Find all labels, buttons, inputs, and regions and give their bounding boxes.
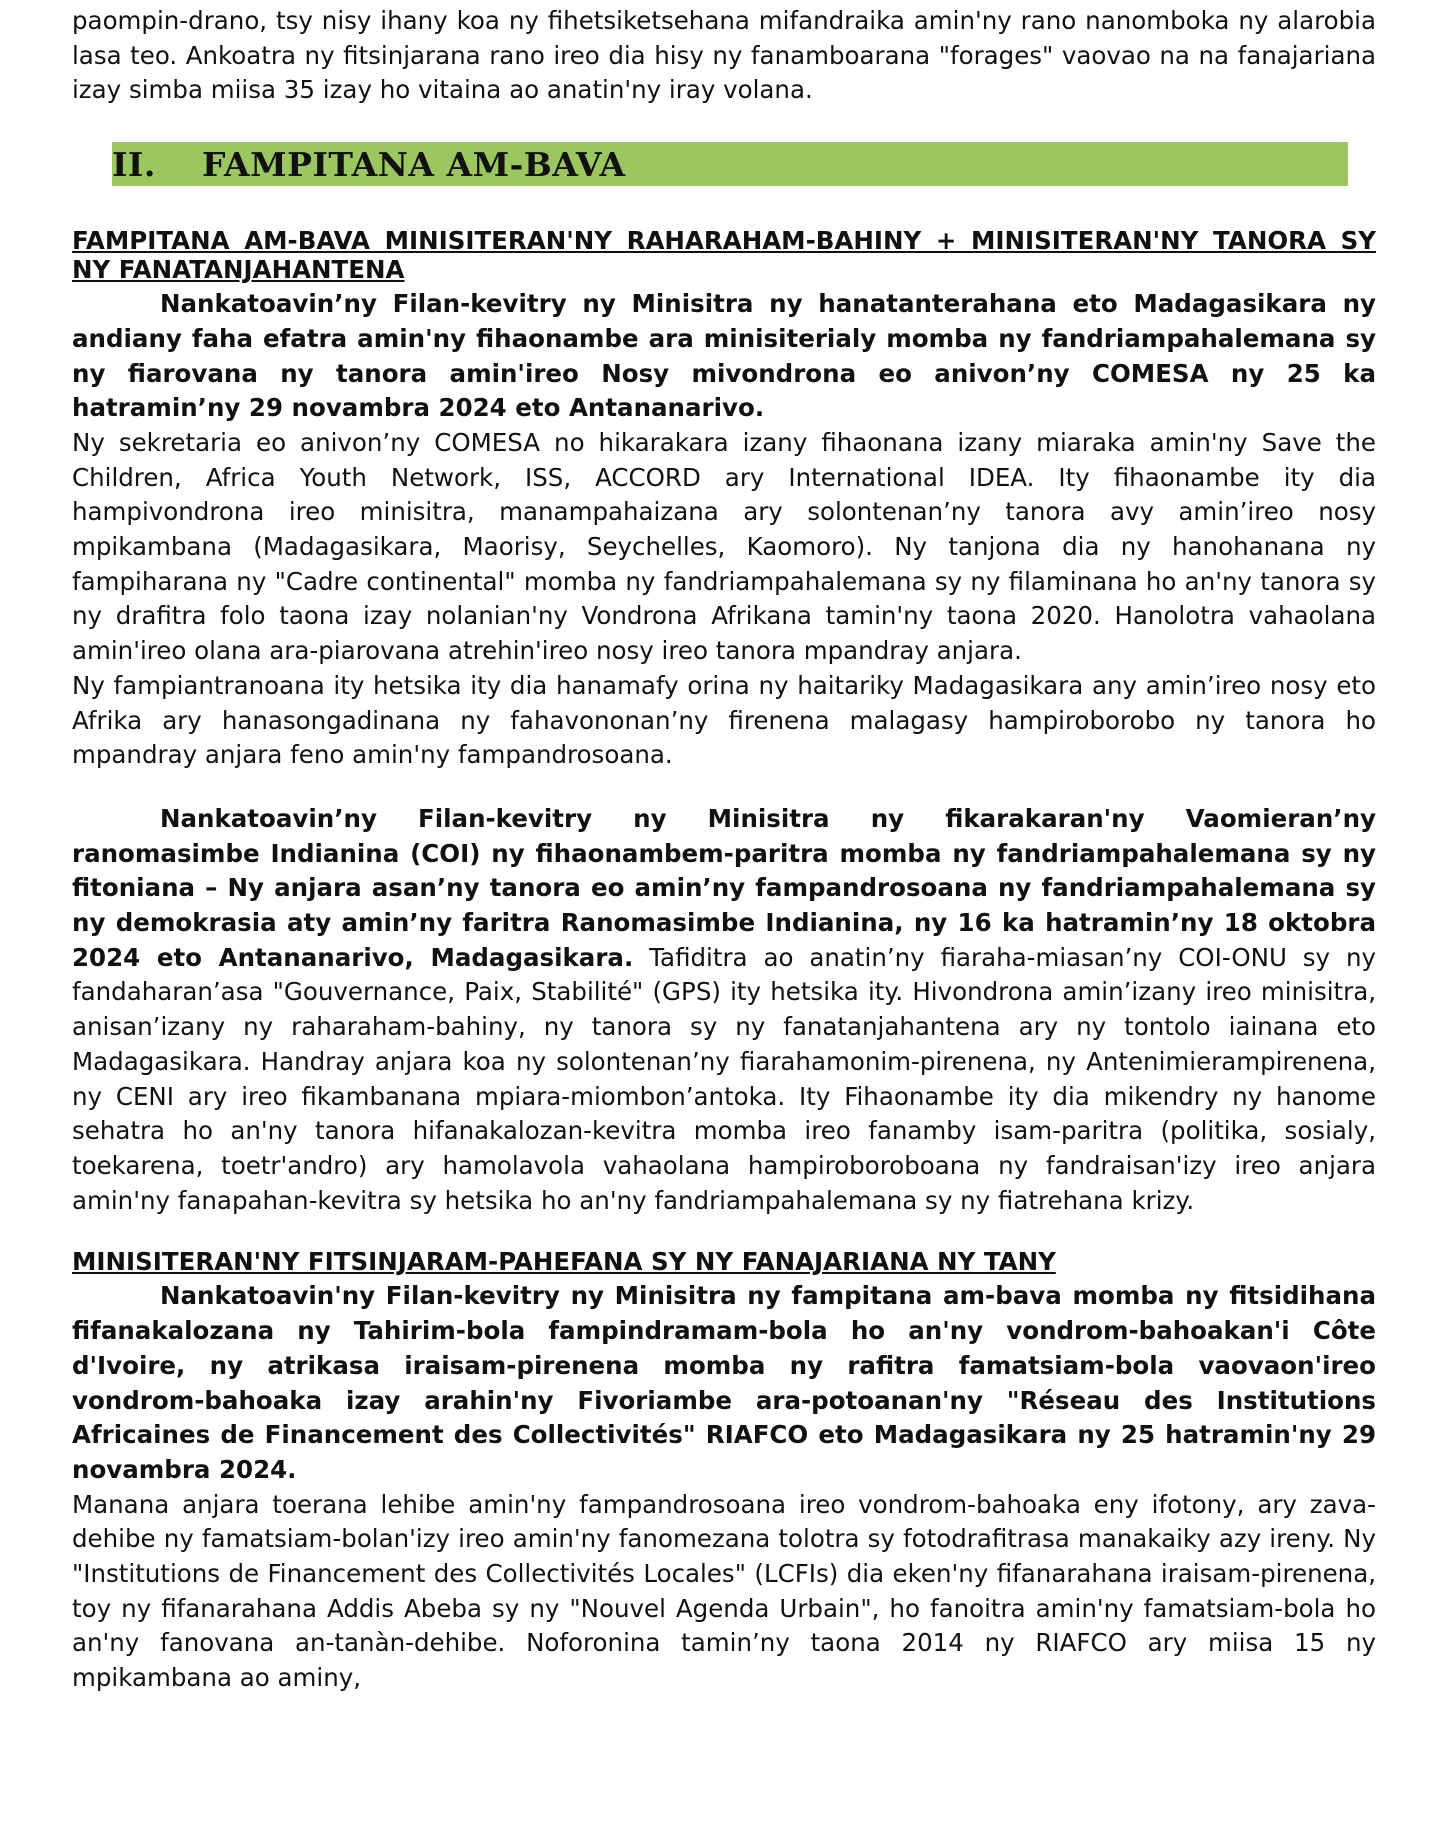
block1-heading: FAMPITANA AM-BAVA MINISITERAN'NY RAHARAHAM-BAHINY + MINISITERAN'NY TANORA SY NY FANATANJAHANTENA xyxy=(72,226,1376,285)
intro-paragraph: paompin-drano, tsy nisy ihany koa ny fihetsiketsehana mifandraika amin'ny rano nanomboka ny alarobia lasa teo. Ankoatra ny fitsinjarana rano ireo dia hisy ny fanamboarana "forages" vaovao na na fanajariana izay simba miisa 35 izay ho vitaina ao anatin'ny iray volana. xyxy=(72,6,1376,105)
block3-heading: MINISITERAN'NY FITSINJARAM-PAHEFANA SY NY FANAJARIANA NY TANY xyxy=(72,1247,1056,1277)
block2-paragraph xyxy=(72,802,1376,1218)
block3-lead: Nankatoavin'ny Filan-kevitry ny Minisitra ny fampitana am-bava momba ny fitsidihana fifanakalozana ny Tahirim-bola fampindramam-bola ho an'ny vondrom-bahoakan'i Côte d'Ivoire, ny atrikasa iraisam-pirenena momba ny rafitra famatsiam-bola vaovaon'ireo vondrom-bahoaka izay arahin'ny Fivoriambe ara-potoanan'ny "Réseau des Institutions Africaines de Financement des Collectivités" RIAFCO eto Madagasikara ny 25 hatramin'ny 29 novambra 2024. xyxy=(72,1281,1376,1484)
block1-lead: Nankatoavin’ny Filan-kevitry ny Minisitra ny hanatanterahana eto Madagasikara ny andiany faha efatra amin'ny fihaonambe ara minisiterialy momba ny fandriampahalemana sy ny fiarovana ny tanora amin'ireo Nosy mivondrona eo anivon’ny COMESA ny 25 ka hatramin’ny 29 novambra 2024 eto Antananarivo. xyxy=(72,289,1376,423)
section-heading-bar xyxy=(112,142,1348,186)
block1-paragraph-1: Ny sekretaria eo anivon’ny COMESA no hikarakara izany fihaonana izany miaraka amin'ny Save the Children, Africa Youth Network, ISS, ACCORD ary International IDEA. Ity fihaonambe ity dia hampivondrona ireo minisitra, manampahaizana ary solontenan’ny tanora avy amin’ireo nosy mpikambana (Madagasikara, Maorisy, Seychelles, Kaomoro). Ny tanjona dia ny hanohanana ny fampiharana ny "Cadre continental" momba ny fandriampahalemana sy ny filaminana ho an'ny tanora sy ny drafitra folo taona izay nolanian'ny Vondrona Afrikana tamin'ny taona 2020. Hanolotra vahaolana amin'ireo olana ara-piarovana atrehin'ireo nosy ireo tanora mpandray anjara. xyxy=(72,427,1376,666)
spacer xyxy=(72,1218,1376,1247)
section-title: FAMPITANA AM-BAVA xyxy=(202,144,626,184)
spacer xyxy=(72,186,1376,226)
section-number: II. xyxy=(112,144,156,184)
block3-paragraph-1: Manana anjara toerana lehibe amin'ny fampandrosoana ireo vondrom-bahoaka eny ifotony, ary zava-dehibe ny famatsiam-bolan'izy ireo amin'ny fanomezana tolotra sy fotodrafitrasa manakaiky azy ireny. Ny "Institutions de Financement des Collectivités Locales" (LCFIs) dia eken'ny fifanarahana iraisam-pirenena, toy ny fifanarahana Addis Abeba sy ny "Nouvel Agenda Urbain", ho fanoitra amin'ny famatsiam-bola ho an'ny fanovana an-tanàn-dehibe. Noforonina tamin’ny taona 2014 ny RIAFCO ary miisa 15 ny mpikambana ao aminy, xyxy=(72,1489,1376,1693)
block2-tail: Tafiditra ao anatin’ny fiaraha-miasan’ny COI-ONU sy ny fandaharan’asa "Gouvernance, Paix, Stabilité" (GPS) ity hetsika ity. Hivondrona amin’izany ireo minisitra, anisan’izany ny raharaham-bahiny, ny tanora sy ny fanatanjahantena ary ny tontolo iainana eto Madagasikara. Handray anjara koa ny solontenan’ny fiarahamonim-pirenena, ny Antenimierampirenena, ny CENI ary ireo fikambanana mpiara-miombon’antoka. Ity Fihaonambe ity dia mikendry ny hanome sehatra ho an'ny tanora hifanakalozan-kevitra momba ireo fanamby isam-paritra (politika, sosialy, toekarena, toetr'andro) ary hamolavola vahaolana hampiroboroboana ny fandraisan'izy ireo anjara amin'ny fanapahan-kevitra sy hetsika ho an'ny fandriampahalemana sy ny fiatrehana krizy. xyxy=(72,942,1376,1215)
block1-paragraph-2: Ny fampiantranoana ity hetsika ity dia hanamafy orina ny haitariky Madagasikara any amin’ireo nosy eto Afrika ary hanasongadinana ny fahavononan’ny firenena malagasy hampiroborobo ny tanora ho mpandray anjara feno amin'ny fampandrosoana. xyxy=(72,670,1376,770)
block2-lead: Nankatoavin’ny Filan-kevitry ny Minisitra ny fikarakaran'ny Vaomieran’ny ranomasimbe Indianina (COI) ny fihaonambem-paritra momba ny fandriampahalemana sy ny fitoniana – Ny anjara asan’ny tanora eo amin’ny fampandrosoana ny fandriampahalemana sy ny demokrasia aty amin’ny faritra Ranomasimbe Indianina, ny 16 ka hatramin’ny 18 oktobra 2024 eto Antananarivo, Madagasikara. xyxy=(72,803,1376,972)
spacer xyxy=(72,773,1376,802)
